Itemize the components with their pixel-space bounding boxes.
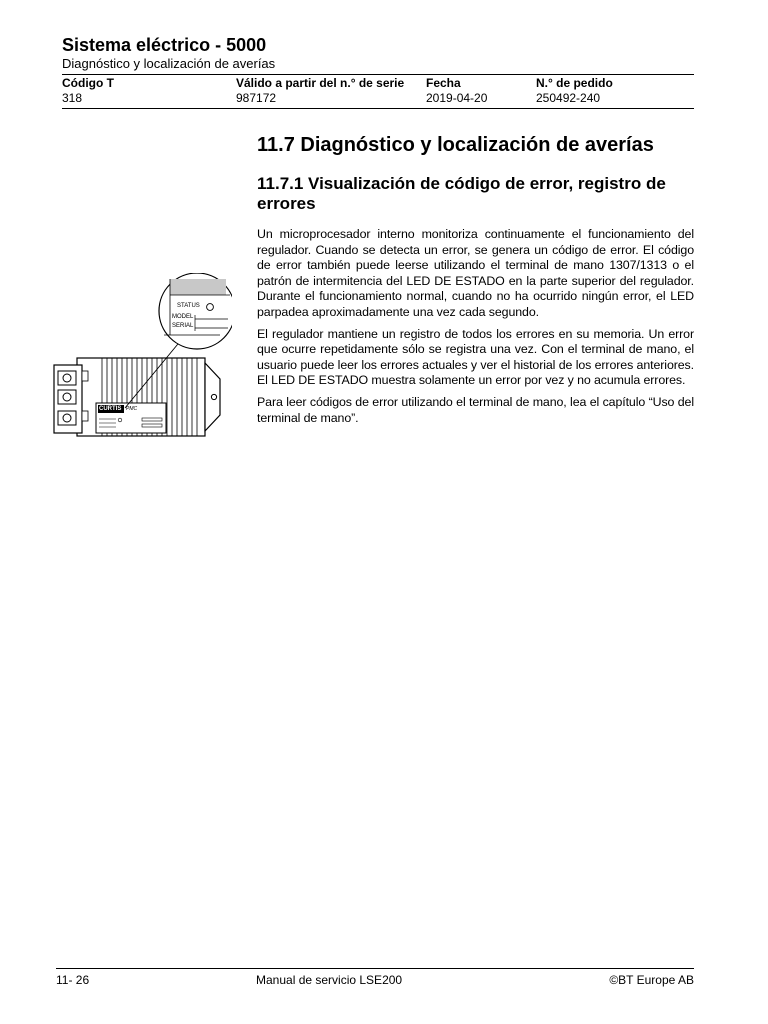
subsection-title: 11.7.1 Visualización de código de error, registro de errores [257,174,666,213]
copyright-holder: BT Europe AB [618,973,694,987]
header-divider-bottom [62,108,694,109]
controller-illustration [52,273,232,443]
section-title: 11.7 Diagnóstico y localización de averías [257,134,654,156]
meta-column-serie [236,76,404,106]
meta-value: 2019-04-20 [426,91,488,105]
model-label: MODEL [172,314,194,320]
meta-header: Fecha [426,76,461,90]
curtis-logo: CURTIS [99,406,122,412]
meta-column-codigo [62,76,114,106]
main-content [257,132,694,432]
copyright [609,972,694,988]
status-label: STATUS [177,303,200,309]
paragraph: Un microprocesador interno monitoriza continuamente el funcionamiento del regulador. Cuando se detecta un error, se genera un código de error. El código de error también puede leerse utilizando el terminal de mano 1307/1313 o el patrón de intermitencia del LED DE ESTADO en la parte superior del regulador. Durante el funcionamiento normal, cuando no ha ocurrido ningún error, el LED parpadea aproximadamente una vez cada segundo. [257,227,694,319]
page-header [62,34,694,109]
meta-value: 250492-240 [536,91,601,105]
paragraph: Para leer códigos de error utilizando el terminal de mano, lea el capítulo “Uso del terminal de mano”. [257,394,694,425]
paragraph: El regulador mantiene un registro de todos los errores en su memoria. Un error que ocurre repetidamente sólo se registra una vez. Con el terminal de mano, el usuario puede leer los errores actuales y ver el historial de los errores anteriores. El LED DE ESTADO muestra solamente un error por vez y no acumula errores. [257,326,694,388]
meta-value: 987172 [236,91,277,105]
meta-column-pedido [536,76,613,106]
copyright-symbol: © [609,973,619,987]
page-number: 11- 26 [56,973,90,987]
controller-drawing [52,273,232,443]
footer-divider [56,968,694,969]
document-subtitle: Diagnóstico y localización de averías [62,56,276,71]
meta-header: Válido a partir del n.° de serie [236,76,405,90]
pmc-logo: PMC [126,406,138,412]
meta-value: 318 [62,91,83,105]
manual-name: Manual de servicio LSE200 [256,973,403,987]
meta-header: N.° de pedido [536,76,613,90]
serial-label: SERIAL [172,323,194,329]
footer-row [56,972,694,988]
page-footer [56,968,694,988]
document-title: Sistema eléctrico - 5000 [62,35,267,55]
meta-column-fecha [426,76,487,106]
document-meta-table [62,75,694,108]
meta-header: Código T [62,76,114,90]
